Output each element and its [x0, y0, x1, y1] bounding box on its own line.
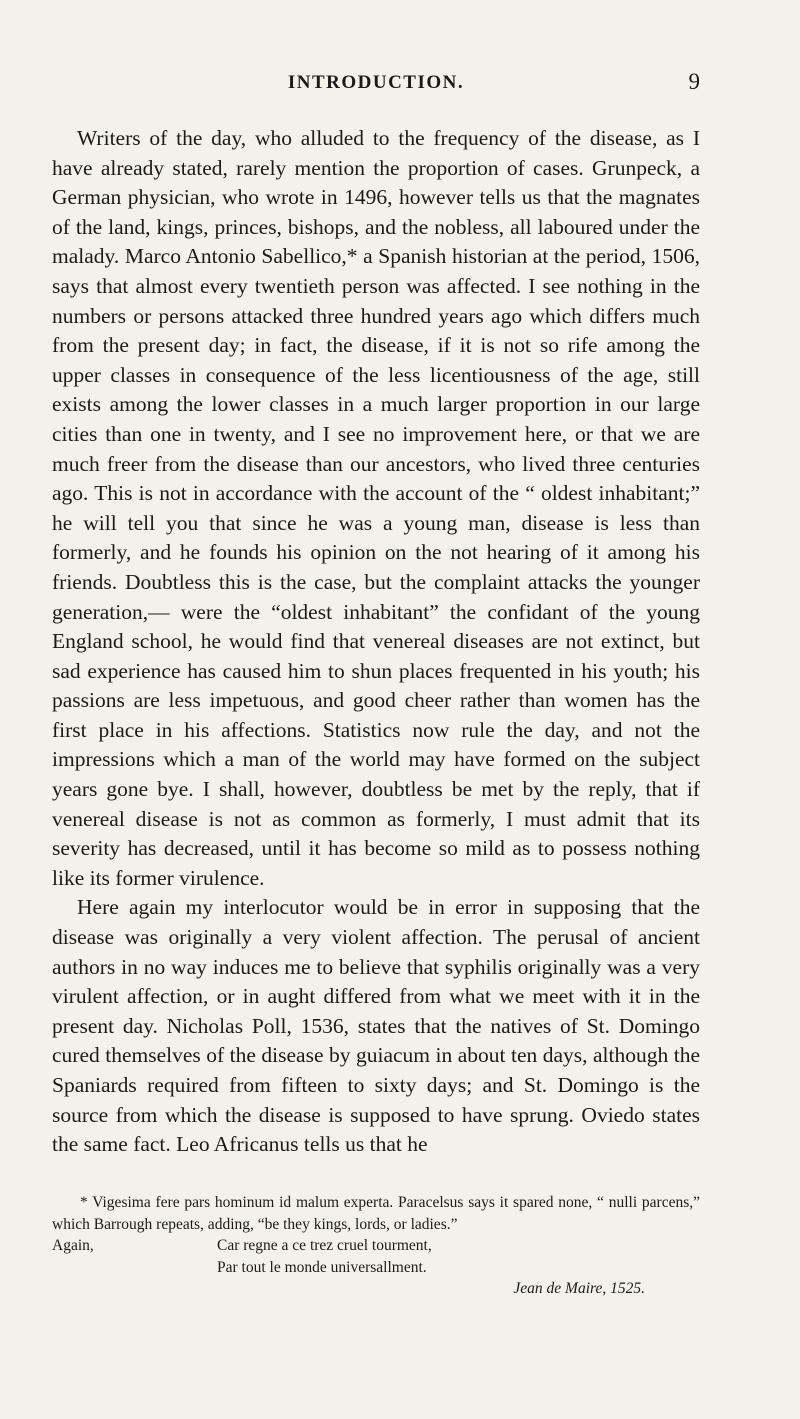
footnote — [52, 1192, 700, 1300]
paragraph: Writers of the day, who alluded to the frequency of the disease, as I have already stated, rarely mention the proportion of cases. Grunpeck, a German physician, who wrote in 1496, however tells us that the magnates of the land, kings, princes, bishops, and the nobless, all laboured under the malady. Marco Antonio Sabellico,* a Spanish historian at the period, 1506, says that almost every twentieth person was affected. I see nothing in the numbers or persons attacked three hundred years ago which differs much from the present day; in fact, the disease, if it is not so rife among the upper classes in consequence of the less licentiousness of the age, still exists among the lower classes in a much larger proportion in our large cities than one in twenty, and I see no improvement here, or that we are much freer from the disease than our ancestors, who lived three centuries ago. This is not in accordance with the account of the “ oldest inhabitant;” he will tell you that since he was a young man, disease is less than formerly, and he founds his opinion on the not hearing of it among his friends. Doubtless this is the case, but the complaint attacks the younger generation,— were the “oldest inhabitant” the confidant of the young England school, he would find that venereal diseases are not extinct, but sad experience has caused him to shun places frequented in his youth; his passions are less impetuous, and good cheer rather than women has the first place in his affections. Statistics now rule the day, and not the impressions which a man of the world may have formed on the subject years gone bye. I shall, however, doubtless be met by the reply, that if venereal disease is not as common as formerly, I must admit that its severity has decreased, until it has become so mild as to possess nothing like its former virulence. — [52, 126, 700, 890]
page-number: 9 — [688, 69, 700, 94]
footnote-verse-line-2: Par tout le monde universallment. — [217, 1258, 427, 1276]
footnote-again-label: Again, — [52, 1237, 94, 1254]
footnote-attribution: Jean de Maire, 1525. — [513, 1280, 645, 1297]
running-head — [52, 69, 700, 102]
footnote-verse-line-1: Car regne a ce trez cruel tourment, — [217, 1237, 432, 1254]
footnote-verse-row — [52, 1235, 700, 1257]
footnote-text: * Vigesima fere pars hominum id malum experta. Paracelsus says it spared none, “ nulli parcens,” which Barrough repeats, adding, “be they kings, lords, or ladies.” — [52, 1194, 700, 1233]
paragraph: Here again my interlocutor would be in error in supposing that the disease was originally a very violent affection. The perusal of ancient authors in no way induces me to believe that syphilis originally was a very virulent affection, or in aught differed from what we meet with it in the present day. Nicholas Poll, 1536, states that the natives of St. Domingo cured themselves of the disease by guiacum in about ten days, although the Spaniards required from fifteen to sixty days; and St. Domingo is the source from which the disease is supposed to have sprung. Oviedo states the same fact. Leo Africanus tells us that he — [52, 895, 700, 1157]
running-title: INTRODUCTION. — [287, 72, 465, 93]
body-text — [52, 124, 700, 1160]
footnote-attribution-row — [52, 1278, 700, 1300]
footnote-verse-row — [52, 1257, 700, 1279]
